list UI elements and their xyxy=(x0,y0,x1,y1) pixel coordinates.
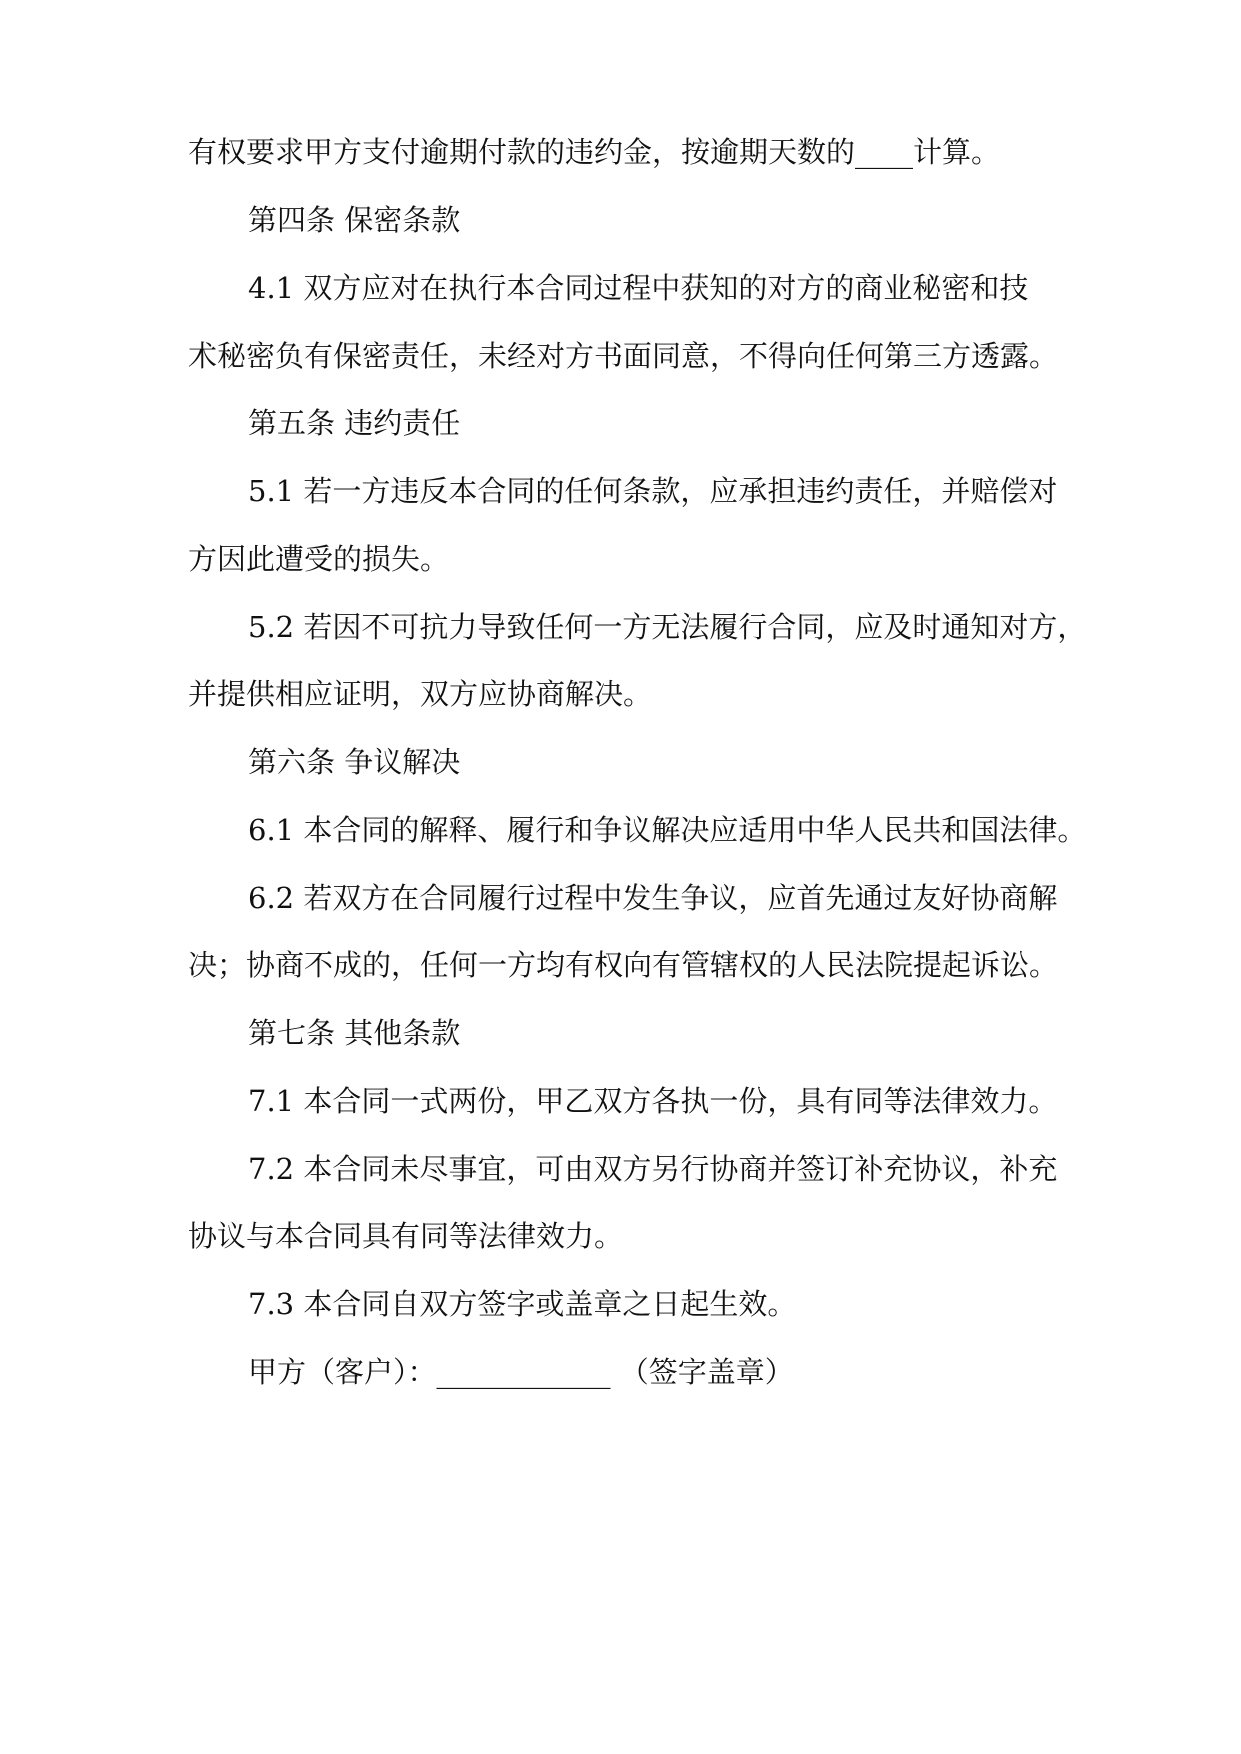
article-6-heading: 第六条 争议解决 xyxy=(248,745,461,779)
clause-5-1: 5.1 若一方违反本合同的任何条款，应承担违约责任，并赔偿对 xyxy=(248,474,1058,508)
clause-4-1: 4.1 双方应对在执行本合同过程中获知的对方的商业秘密和技 xyxy=(248,271,1029,305)
article-7-heading: 第七条 其他条款 xyxy=(248,1016,461,1050)
clause-7-1: 7.1 本合同一式两份，甲乙双方各执一份，具有同等法律效力。 xyxy=(248,1084,1058,1118)
clause-6-2-continuation: 决；协商不成的，任何一方均有权向有管辖权的人民法院提起诉讼。 xyxy=(188,948,1059,982)
article-5-heading: 第五条 违约责任 xyxy=(248,406,461,440)
clause-6-1: 6.1 本合同的解释、履行和争议解决应适用中华人民共和国法律。 xyxy=(248,813,1087,847)
party-a-signature-line: 甲方（客户）：____________ （签字盖章） xyxy=(248,1355,794,1389)
clause-5-2: 5.2 若因不可抗力导致任何一方无法履行合同，应及时通知对方， xyxy=(248,610,1087,644)
clause-5-2-continuation: 并提供相应证明，双方应协商解决。 xyxy=(188,677,653,711)
clause-7-2: 7.2 本合同未尽事宜，可由双方另行协商并签订补充协议，补充 xyxy=(248,1152,1058,1186)
clause-continuation: 有权要求甲方支付逾期付款的违约金，按逾期天数的____计算。 xyxy=(188,135,1001,169)
clause-7-3: 7.3 本合同自双方签字或盖章之日起生效。 xyxy=(248,1287,797,1321)
article-4-heading: 第四条 保密条款 xyxy=(248,203,461,237)
clause-7-2-continuation: 协议与本合同具有同等法律效力。 xyxy=(188,1219,624,1253)
clause-6-2: 6.2 若双方在合同履行过程中发生争议，应首先通过友好协商解 xyxy=(248,881,1058,915)
clause-4-1-continuation: 术秘密负有保密责任，未经对方书面同意，不得向任何第三方透露。 xyxy=(188,339,1059,373)
clause-5-1-continuation: 方因此遭受的损失。 xyxy=(188,542,450,576)
